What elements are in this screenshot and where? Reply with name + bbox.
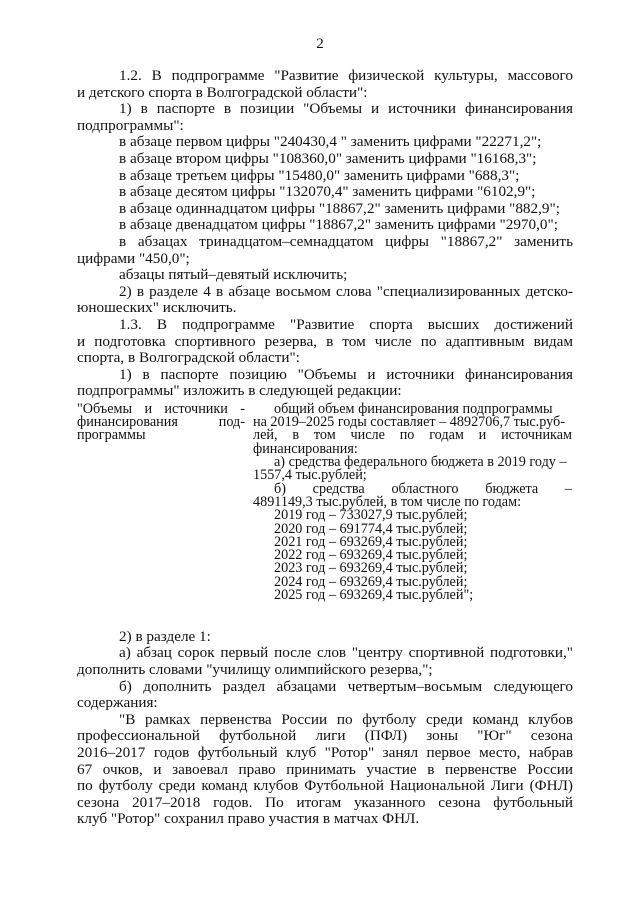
table-value-line: 2020 год – 691774,4 тыс.рублей;	[274, 520, 468, 537]
paragraph-line: в абзаце двенадцатом цифры "18867,2" заменить цифрами "2970,0";	[119, 216, 558, 234]
table-value-line: общий объем финансирования подпрограммы	[274, 400, 553, 417]
paragraph-line: подпрограммы" изложить в следующей редакции:	[77, 382, 402, 400]
paragraph-line: 2) в разделе 4 в абзаце восьмом слова "специализированных детско-	[119, 282, 573, 300]
table-value-line: 2024 год – 693269,4 тыс.рублей;	[274, 573, 468, 590]
table-value-line: б) средства областного бюджета –	[274, 480, 572, 497]
table-label-line: финансирования под-	[77, 414, 245, 431]
table-value-line: 2023 год – 693269,4 тыс.рублей;	[274, 560, 468, 577]
table-value-line: 2021 год – 693269,4 тыс.рублей;	[274, 533, 468, 550]
table-value-line: 2019 год – 733027,9 тыс.рублей;	[274, 507, 468, 524]
table-value-line: 4891149,3 тыс.рублей, в том числе по годам:	[253, 493, 522, 510]
paragraph-line: в абзаце первом цифры "240430,4 " заменить цифрами "22271,2";	[119, 133, 542, 151]
paragraph-line: клуб "Ротор" сохранил право участия в матчах ФНЛ.	[77, 810, 420, 828]
paragraph-line: дополнить словами "училищу олимпийского резерва,";	[77, 661, 433, 679]
table-value-line: а) средства федерального бюджета в 2019 году –	[274, 454, 567, 471]
section-1-2	[77, 68, 573, 317]
paragraph-line: цифрами "450,0";	[77, 249, 190, 267]
paragraph-line: в абзаце третьем цифры "15480,0" заменить цифрами "688,3";	[119, 166, 520, 184]
paragraph-line: подпрограммы":	[77, 116, 184, 134]
paragraph-line: б) дополнить раздел абзацами четвертым–восьмым следующего	[119, 677, 573, 695]
table-value-line: финансирования:	[253, 440, 358, 457]
document-body	[77, 68, 573, 828]
passport-table	[77, 400, 573, 619]
section-1-3	[77, 317, 573, 400]
paragraph-line: и детского спорта в Волгоградской области":	[77, 83, 368, 101]
table-value-line: 2022 год – 693269,4 тыс.рублей;	[274, 547, 468, 564]
table-value-line: 2025 год – 693269,4 тыс.рублей";	[274, 587, 474, 604]
paragraph-line: в абзаце втором цифры "108360,0" заменить цифрами "16168,3";	[119, 149, 537, 167]
paragraph-line: абзацы пятый–девятый исключить;	[119, 266, 348, 284]
paragraph-line: 1) в паспорте позицию "Объемы и источники финансирования	[119, 365, 573, 383]
paragraph-line: 2016–2017 годов футбольный клуб "Ротор" занял первое место, набрав	[77, 744, 573, 762]
paragraph-line: и подготовка спортивного резерва, в том числе по адаптивным видам	[77, 332, 573, 350]
paragraph-line: профессиональной футбольной лиги (ПФЛ) зоны "Юг" сезона	[77, 727, 573, 745]
paragraph-line: юношеских" исключить.	[77, 299, 237, 317]
paragraph-line: 1.2. В подпрограмме "Развитие физической культуры, массового	[119, 67, 573, 84]
paragraph-line: 1) в паспорте в позиции "Объемы и источники финансирования	[119, 100, 573, 118]
paragraph-line: 2) в разделе 1:	[119, 627, 211, 645]
paragraph-line: а) абзац сорок первый после слов "центру спортивной подготовки,"	[119, 644, 573, 662]
section-2	[77, 629, 573, 828]
table-value-line: лей, в том числе по годам и источникам	[253, 427, 572, 444]
paragraph-line: содержания:	[77, 694, 158, 712]
table-label-line: программы	[77, 427, 146, 444]
paragraph-line: спорта, в Волгоградской области":	[77, 349, 300, 367]
paragraph-line: в абзацах тринадцатом–семнадцатом цифры "18867,2" заменить	[119, 232, 573, 250]
paragraph-line: сезона 2017–2018 годов. По итогам указанного сезона футбольный	[77, 793, 573, 811]
table-value-line: 1557,4 тыс.рублей;	[253, 467, 367, 484]
paragraph-line: в абзаце десятом цифры "132070,4" заменить цифрами "6102,9";	[119, 183, 536, 201]
paragraph-line: по футболу среди команд клубов Футбольной Национальной Лиги (ФНЛ)	[77, 777, 573, 795]
table-value-line: на 2019–2025 годы составляет – 4892706,7 тыс.руб-	[253, 414, 565, 431]
table-label-column	[77, 400, 245, 444]
table-label-line: "Объемы и источники -	[77, 400, 245, 417]
page-number: 2	[316, 36, 324, 52]
table-value-column	[253, 400, 572, 604]
paragraph-line: 1.3. В подпрограмме "Развитие спорта высших достижений	[119, 315, 573, 333]
paragraph-line: 67 очков, и завоевал право принимать участие в первенстве России	[77, 760, 573, 778]
paragraph-line: "В рамках первенства России по футболу среди команд клубов	[119, 710, 573, 728]
paragraph-line: в абзаце одиннадцатом цифры "18867,2" заменить цифрами "882,9";	[119, 199, 560, 217]
